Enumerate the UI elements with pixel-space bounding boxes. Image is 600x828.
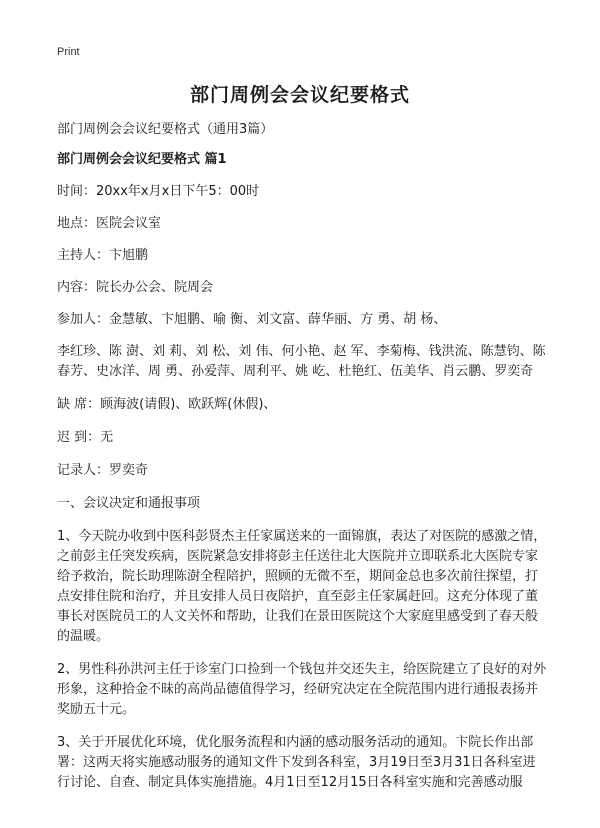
print-label[interactable]: Print [57,46,80,58]
document-title: 部门周例会会议纪要格式 [189,84,410,106]
document-subtitle: 部门周例会会议纪要格式（通用3篇） [57,122,274,137]
decision-item-1: 1、今天院办收到中医科彭贤杰主任家属送来的一面锦旗，表达了对医院的感激之情，之前彭主任突发疾病，医院紧急安排将彭主任送往北大医院并立即联系北大医院专家给予救治，院长助理陈澍全程陪护，照顾的无微不至，期间金总也多次前往探望，打点安排住院和治疗，并且安排人员日夜陪护，直至彭主任家属赶回。这充分体现了董事长对医院员工的人文关怀和帮助，让我们在景田医院这个大家庭里感受到了春天般的温暖。 [57,529,547,644]
recorder-line: 记录人：罗奕奇 [57,463,149,478]
section-title: 部门周例会会议纪要格式 篇1 [57,152,227,167]
absent-line: 缺 席：顾海波(请假)、欧跃辉(休假)、 [57,397,277,412]
meeting-content: 内容：院长办公会、院周会 [57,280,214,295]
document-body [57,120,547,793]
meeting-location: 地点：医院会议室 [57,216,162,231]
late-line: 迟 到：无 [57,430,114,445]
meeting-host: 主持人：卞旭鹏 [57,248,149,263]
decisions-heading: 一、会议决定和通报事项 [57,496,201,511]
meeting-time: 时间：20xx年x月x日下午5：00时 [57,184,260,199]
decision-item-3: 3、关于开展优化环境，优化服务流程和内涵的感动服务活动的通知。卞院长作出部署：这两天将实施感动服务的通知文件下发到各科室，3月19日至3月31日各科室进行讨论、自查、制定具体实施措施。4月1日至12月15日各科室实施和完善感动服 [57,735,536,790]
attendees-line-1: 参加人：金慧敏、卞旭鹏、喻 衡、刘文富、薛华丽、方 勇、胡 杨、 [57,312,447,327]
decision-item-2: 2、男性科孙洪河主任于诊室门口捡到一个钱包并交还失主，给医院建立了良好的对外形象，这种拾金不昧的高尚品德值得学习，经研究决定在全院范围内进行通报表扬并奖励五十元。 [57,662,547,717]
attendees-line-2: 李红珍、陈 澍、刘 莉、刘 松、刘 伟、何小艳、赵 军、李菊梅、钱洪流、陈慧钧、陈春芳、史冰洋、周 勇、孙爱萍、周利平、姚 屹、杜艳红、伍美华、肖云鹏、罗奕奇 [57,344,546,379]
